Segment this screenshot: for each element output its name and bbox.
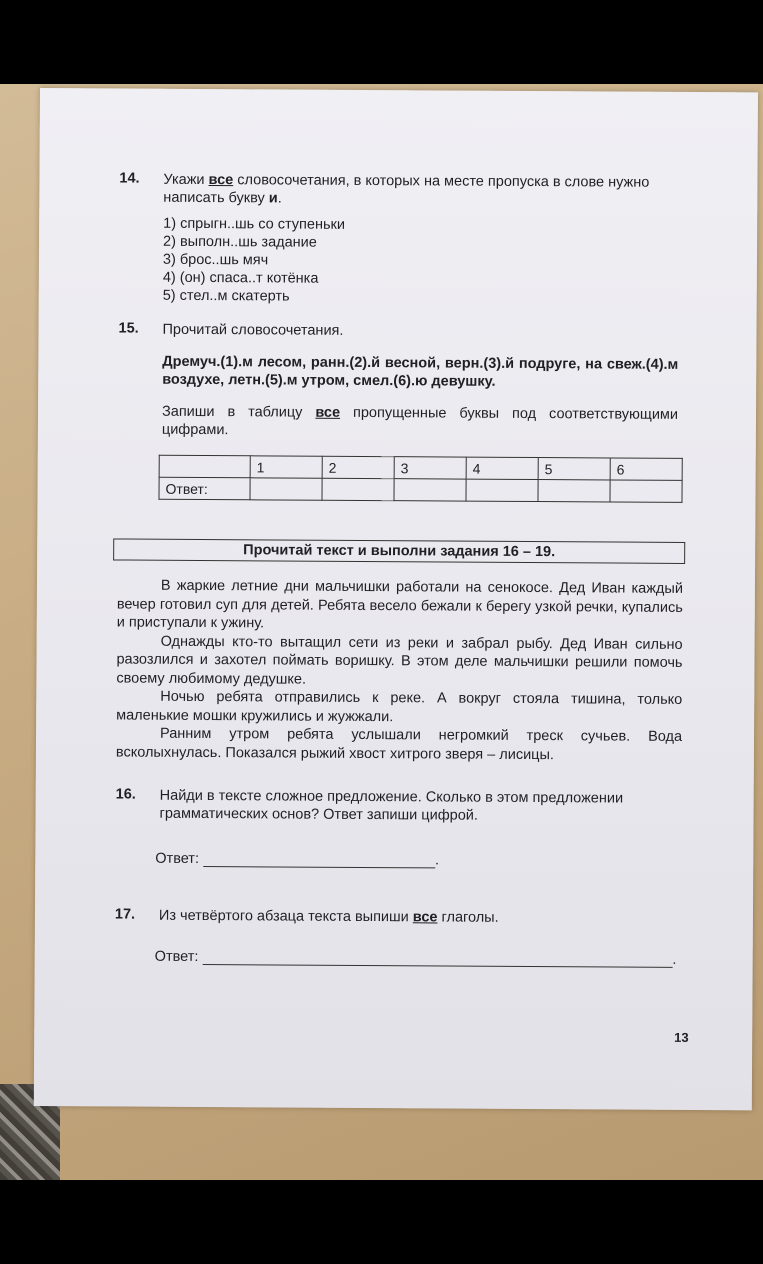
- task-15-phrases: Дремуч.(1).м лесом, ранн.(2).й весной, верн.(3).й подруге, на свеж.(4).м воздухе, летн.(5).м утром, смел.(6).ю девушку.: [162, 353, 679, 390]
- text-paragraph: Однажды кто-то вытащил сети из реки и забрал рыбу. Дед Иван сильно разозлился и захотел поймать воришку. В этом деле мальчишки решили помочь своему любимому дедушке.: [116, 633, 683, 688]
- answer-line[interactable]: [203, 852, 435, 868]
- table-header-cell: 2: [322, 456, 394, 478]
- task-17: [115, 906, 685, 927]
- task-number: 16.: [115, 786, 136, 803]
- answer-label: Ответ:: [155, 850, 200, 867]
- page-number: 13: [674, 1029, 689, 1045]
- table-answer-row: [159, 477, 682, 502]
- text-paragraph: В жаркие летние дни мальчишки работали на сенокосе. Дед Иван каждый вечер готовил суп для детей. Ребята весело бежали к берегу узкой речки, купались и приступали к ужину.: [116, 577, 684, 632]
- text-paragraph: Ранним утром ребята услышали негромкий треск сучьев. Вода всколыхнулась. Показался рыжий хвост хитрого зверя – лисицы.: [115, 725, 683, 763]
- table-header-cell: 4: [466, 457, 538, 479]
- option-item: 3) брос..шь мяч: [162, 251, 269, 269]
- reading-text: [116, 576, 683, 764]
- task-14-question: Укажи все словосочетания, в которых на месте пропуска в слове нужно написать букву и.: [163, 171, 650, 207]
- answer-cell[interactable]: [610, 480, 682, 502]
- task-14: [119, 170, 680, 307]
- table-header-cell: 1: [250, 456, 322, 478]
- answer-cell[interactable]: [466, 479, 538, 501]
- task-number: 15.: [118, 320, 139, 337]
- task-16: [116, 786, 686, 825]
- answer-line[interactable]: [202, 950, 672, 968]
- answer-cell[interactable]: [322, 478, 394, 500]
- option-item: 5) стел..м скатерть: [162, 287, 290, 305]
- task-16-question: Найди в тексте сложное предложение. Сколько в этом предложении грамматических основ? Ответ запиши цифрой.: [159, 787, 624, 824]
- table-header-cell: 6: [610, 458, 682, 480]
- task-15-intro: Прочитай словосочетания.: [162, 321, 344, 339]
- table-row-label: Ответ:: [159, 477, 250, 500]
- option-item: 1) спрыгн..шь со ступеньки: [163, 215, 346, 233]
- section-banner: Прочитай текст и выполни задания 16 – 19.: [113, 538, 685, 563]
- answer-cell[interactable]: [394, 479, 466, 501]
- task-number: 14.: [119, 170, 140, 187]
- task-15: [118, 320, 679, 441]
- answer-cell[interactable]: [250, 478, 322, 500]
- table-header-row: [159, 455, 682, 480]
- task-16-answer: Ответ: .: [155, 850, 440, 869]
- task-17-answer: Ответ: .: [154, 948, 677, 968]
- task-17-question: Из четвёртого абзаца текста выпиши все глаголы.: [158, 907, 499, 926]
- task-15-instruction: Запиши в таблицу все пропущенные буквы под соответствующими цифрами.: [161, 403, 679, 439]
- answer-cell[interactable]: [538, 480, 610, 502]
- table-header-cell: 5: [538, 458, 610, 480]
- option-item: 2) выполн..шь задание: [163, 233, 317, 251]
- emphasis-word: все: [412, 909, 438, 926]
- answer-label: Ответ:: [154, 948, 199, 965]
- emphasis-word: все: [315, 404, 341, 421]
- answer-table: [158, 455, 682, 503]
- task-number: 17.: [114, 906, 136, 923]
- option-item: 4) (он) спаса..т котёнка: [162, 269, 319, 287]
- emphasis-word: все: [208, 172, 234, 189]
- table-header-cell: 3: [394, 457, 466, 479]
- text-paragraph: Ночью ребята отправились к реке. А вокруг стояла тишина, только маленькие мошки кружились и жужжали.: [116, 688, 683, 725]
- target-letter: и: [268, 190, 278, 207]
- task-14-options: [163, 215, 680, 308]
- worksheet-page: [34, 88, 758, 1110]
